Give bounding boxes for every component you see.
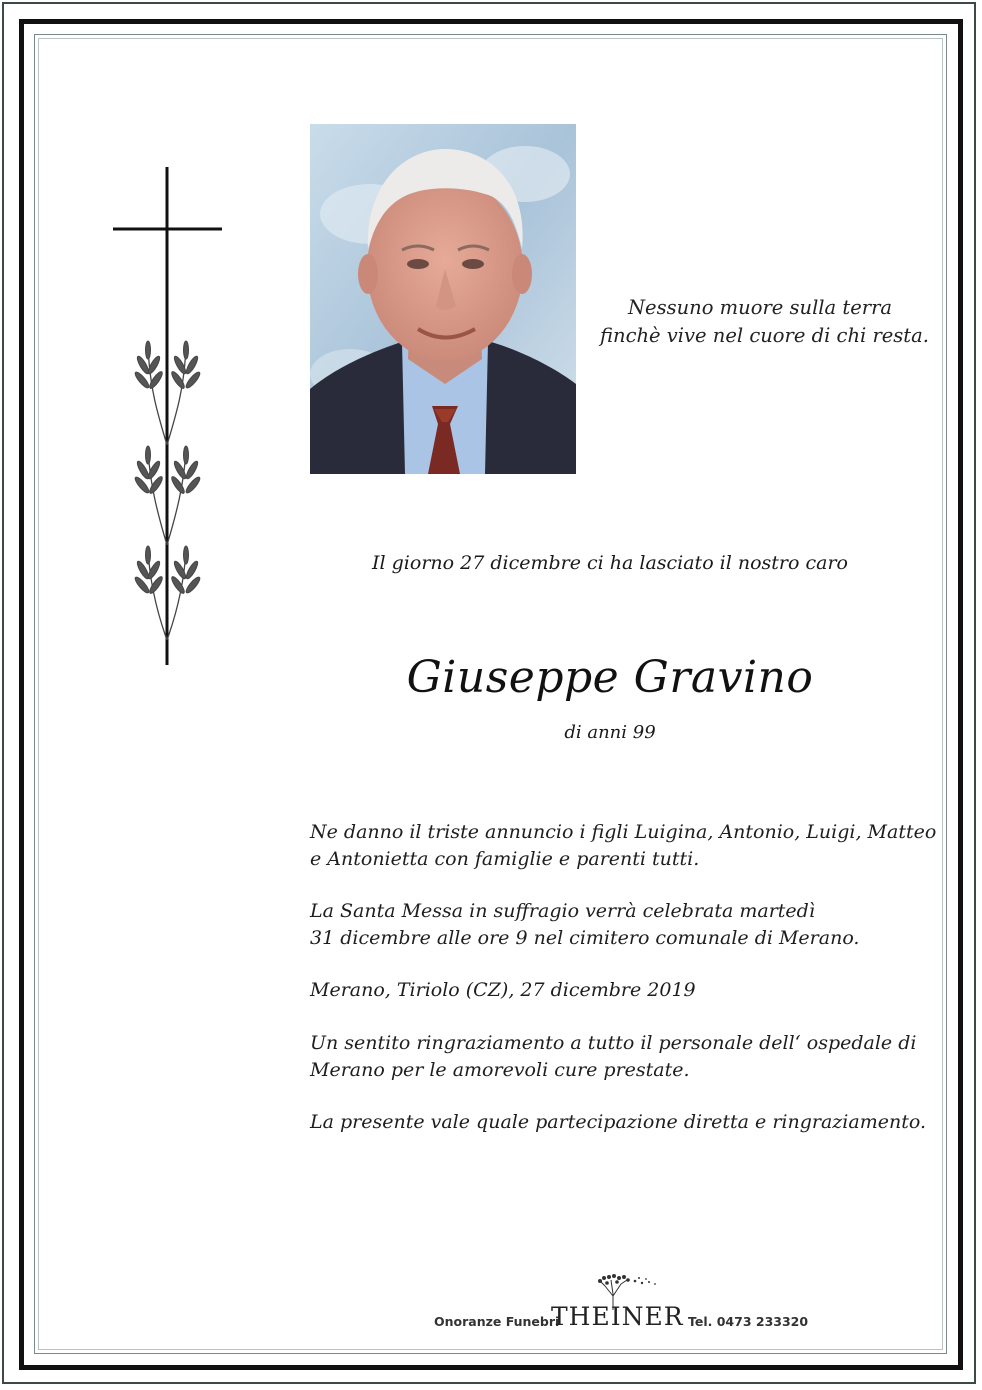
footer-phone: Tel. 0473 233320 xyxy=(688,1314,809,1329)
mass-line-1: La Santa Messa in suffragio verrà celebrata martedì xyxy=(310,900,815,922)
family-paragraph xyxy=(310,819,937,873)
thanks-line-2: Merano per le amorevoli cure prestate. xyxy=(310,1059,690,1081)
footer-brand: THEINER xyxy=(551,1302,684,1331)
portrait-photo xyxy=(310,124,576,474)
footer-prefix: Onoranze Funebri xyxy=(434,1314,560,1329)
quote-line-1: Nessuno muore sulla terra xyxy=(627,296,893,319)
announcement-intro: Il giorno 27 dicembre ci ha lasciato il nostro caro xyxy=(372,552,848,574)
quote-line-2: finchè vive nel cuore di chi resta. xyxy=(600,324,929,347)
thanks-paragraph xyxy=(310,1030,917,1084)
closing-paragraph xyxy=(310,1109,926,1136)
family-line-1: Ne danno il triste annuncio i figli Luigina, Antonio, Luigi, Matteo xyxy=(310,821,937,843)
family-line-2: e Antonietta con famiglie e parenti tutti. xyxy=(310,848,700,870)
closing-line: La presente vale quale partecipazione diretta e ringraziamento. xyxy=(310,1111,926,1133)
mass-line-2: 31 dicembre alle ore 9 nel cimitero comunale di Merano. xyxy=(310,927,860,949)
deceased-name: Giuseppe Gravino xyxy=(406,652,814,703)
cross-icon xyxy=(108,165,228,670)
deceased-age: di anni 99 xyxy=(564,722,656,743)
place-date-paragraph xyxy=(310,977,910,1004)
mass-paragraph xyxy=(310,898,910,952)
footer xyxy=(434,1300,814,1334)
place-date-line: Merano, Tiriolo (CZ), 27 dicembre 2019 xyxy=(310,979,696,1001)
thanks-line-1: Un sentito ringraziamento a tutto il personale dell‘ ospedale di xyxy=(310,1032,917,1054)
quote xyxy=(600,294,929,350)
